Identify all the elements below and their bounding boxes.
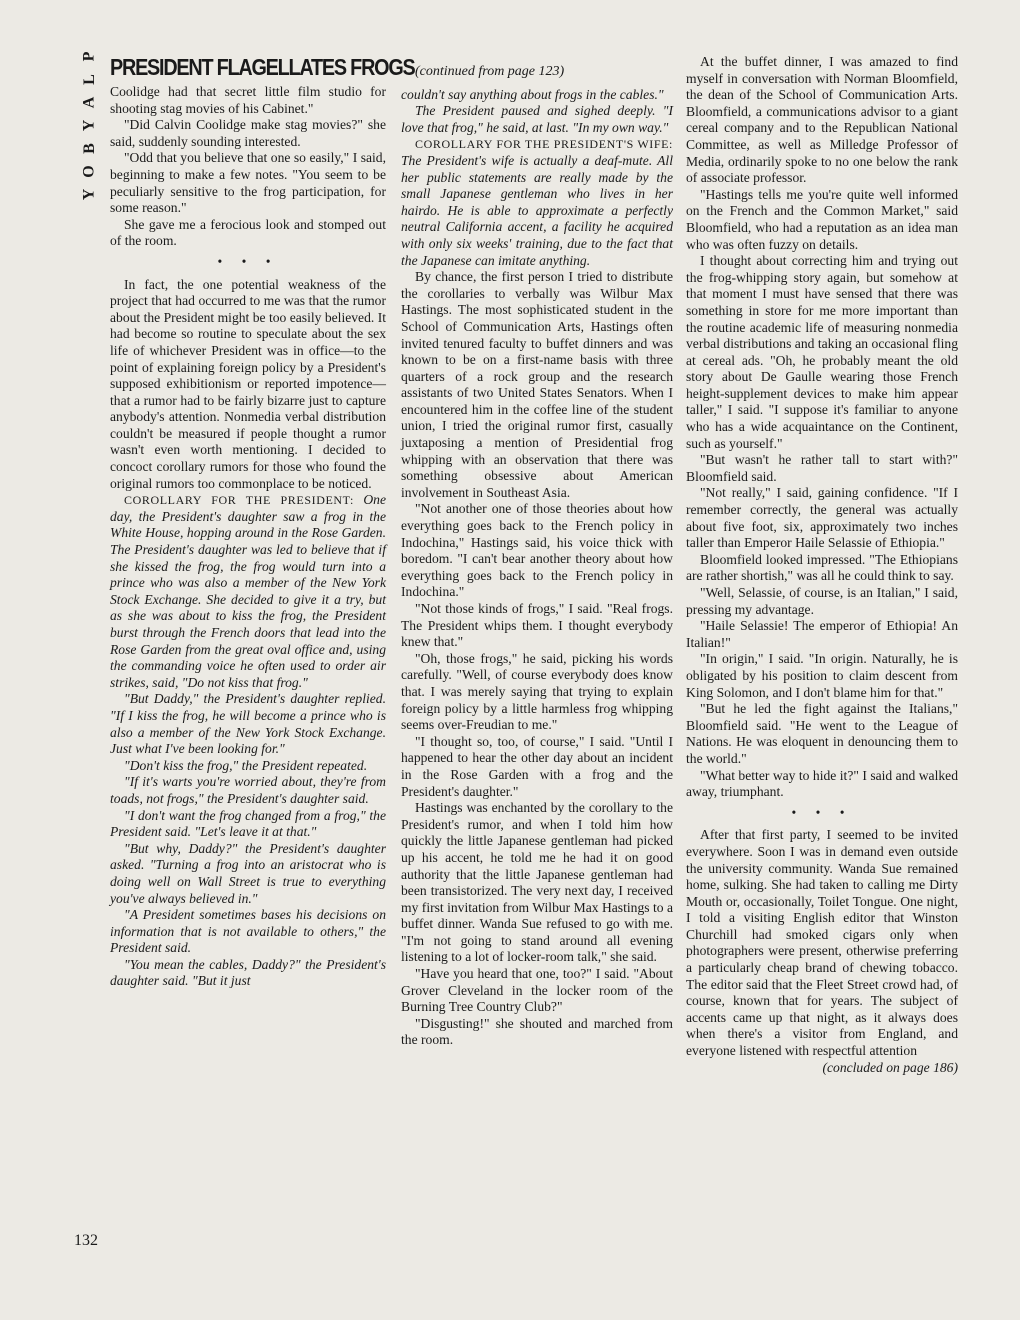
brand-letter: A — [80, 96, 98, 109]
paragraph: "Not those kinds of frogs," I said. "Real frogs. The President whips them. I thought everybody knew that." — [401, 601, 673, 650]
paragraph: "But why, Daddy?" the President's daughter asked. "Turning a frog into an aristocrat who is doing well on Wall Street is true to everything you've always believed in." — [110, 840, 386, 906]
brand-letter: Y — [80, 188, 98, 201]
paragraph: couldn't say anything about frogs in the cables." — [401, 86, 664, 102]
paragraph: Bloomfield looked impressed. "The Ethiopians are rather shortish," was all he could think to say. — [686, 551, 958, 584]
corollary-label: COROLLARY FOR THE PRESIDENT: — [124, 493, 354, 508]
brand-letter: P — [80, 51, 98, 62]
section-separator: • • • — [217, 253, 279, 269]
paragraph: "Odd that you believe that one so easily," I said, beginning to make a few notes. "You seem to be peculiarly sensitive to the frog participation, for some reason." — [110, 150, 386, 216]
corollary-paragraph — [110, 492, 386, 691]
paragraph: "Oh, those frogs," he said, picking his words carefully. "Well, of course everybody does know that. I was merely saying that trying to explain foreign policy by a little harmless frog whipping seems over-Freudian to me." — [401, 650, 673, 733]
column-3 — [686, 54, 958, 1320]
paragraph: "But wasn't he rather tall to start with?" Bloomfield said. — [686, 452, 958, 484]
paragraph: "What better way to hide it?" I said and walked away, triumphant. — [686, 767, 958, 800]
page-number: 132 — [74, 1232, 98, 1249]
column-1 — [110, 54, 415, 1320]
corollary-text: The President's wife is actually a deaf-mute. All her public statements are really made by the small Japanese gentleman who lives in her hairdo. He is able to approximate a perfectly neutral California accent, a facility he acquired with only six weeks' training, due to the fact that the Japanese can imitate anything. — [401, 152, 673, 268]
brand-letter: O — [80, 165, 98, 178]
paragraph: By chance, the first person I tried to distribute the corollaries to verbally was Wilbur Max Hastings. The most sophisticated student in the School of Communication Arts, Hastings often invited tenured faculty to buffet dinners and was known to be on a first-name basis with three quarters of a rock group and the research assistants of two United States Senators. When I encountered him in the coffee line of the student union, I tried the original rumor first, casually juxtaposing a mention of Presidential frog whipping with an observation that there was something obsessive about American involvement in Southeast Asia. — [401, 269, 673, 500]
paragraph: "Don't kiss the frog," the President repeated. — [124, 757, 368, 773]
continued-from-note: (continued from page 123) — [415, 64, 565, 79]
paragraph: "A President sometimes bases his decisions on information that is not available to others," the President said. — [110, 907, 386, 956]
paragraph: "Well, Selassie, of course, is an Italian," I said, pressing my advantage. — [686, 585, 958, 617]
paragraph: "In origin," I said. "In origin. Naturally, he is obligated by his position to claim descent from King Solomon, and I don't blame him for that." — [686, 651, 958, 700]
paragraph: After that first party, I seemed to be invited everywhere. Soon I was in demand even outside the university community. Wanda Sue remained home, sulking. She had taken to calling me Dirty Mouth or, occasionally, Toilet Tongue. One night, I told a visiting English editor that Winston Churchill had smoked cigars only when photographers were present, otherwise preferring a particularly cheap brand of chewing tobacco. The editor said that the Fleet Street crowd had, of course, known that for years. The subject of accents came up that night, as it always does when there's a visitor from England, and everyone listened with respectful attention — [686, 827, 958, 1059]
paragraph: "Have you heard that one, too?" I said. "About Grover Cleveland in the locker room of the Burning Tree Country Club?" — [401, 966, 673, 1015]
corollary-paragraph — [401, 136, 673, 269]
corollary-text: One day, the President's daughter saw a frog in the White House, hopping around in the Rose Garden. The President's daughter was led to believe that if she kissed the frog, the frog would turn into a prince who was also a member of the New York Stock Exchange. She decided to give it a try, but as she was about to kiss the frog, the President burst through the French doors that lead into the Rose Garden from the great oval office and, using the commanding voice he often used to order air strikes, said, "Do not kiss that frog." — [110, 492, 387, 690]
paragraph: I thought about correcting him and trying out the frog-whipping story again, but somehow at that moment I must have sensed that there was something in store for me more important than the routine academic life of measuring nonmedia verbal distributions and taking an occasional fling at cereal ads. "Oh, he probably meant the old story about De Gaulle wearing those French height-supplement devices to make him appear taller," I said. "I suppose it's familiar to anyone who has a wide acquaintance on the Continent, such as yourself." — [686, 253, 958, 451]
paragraph: "I thought so, too, of course," I said. "Until I happened to hear the other day about an incident in the Rose Garden with a frog and the President's daughter." — [401, 733, 673, 799]
paragraph: "Not really," I said, gaining confidence. "If I remember correctly, the general was actually about five foot, six, approximately two inches taller than Emperor Haile Selassie of Ethiopia." — [686, 485, 958, 551]
paragraph: "Haile Selassie! The emperor of Ethiopia! An Italian!" — [686, 618, 958, 650]
section-separator: • • • — [791, 804, 853, 820]
paragraph: In fact, the one potential weakness of the project that had occurred to me was that the rumor about the President might be too easily believed. It had become so routine to speculate about the sex life of whichever President was in office—to the point of explaining foreign policy by a President's supposed exhibitionism or reported impotence—that a rumor had to be fairly bizarre just to capture anybody's attention. Nonmedia verbal distribution couldn't be measured if people thought a rumor wasn't even worth mentioning. I decided to concoct corollary rumors for those who found the original rumors too commonplace to be noticed. — [110, 276, 386, 491]
article-title: PRESIDENT FLAGELLATES FROGS — [110, 54, 415, 80]
paragraph: "Disgusting!" she shouted and marched from the room. — [401, 1015, 673, 1048]
paragraph: "I don't want the frog changed from a frog," the President said. "Let's leave it at that." — [110, 807, 386, 840]
concluded-on-note: (concluded on page 186) — [822, 1059, 958, 1075]
paragraph: "But Daddy," the President's daughter replied. "If I kiss the frog, he will become a prince who is also a member of the New York Stock Exchange. Just what I've been looking for." — [110, 691, 386, 757]
paragraph: "If it's warts you're worried about, they're from toads, not frogs," the President's daughter said. — [110, 774, 386, 806]
magazine-brand — [74, 45, 104, 225]
paragraph: She gave me a ferocious look and stomped out of the room. — [110, 216, 386, 249]
paragraph: "Did Calvin Coolidge make stag movies?" she said, suddenly sounding interested. — [110, 117, 386, 149]
brand-letter: Y — [80, 119, 98, 132]
paragraph: The President paused and sighed deeply. "I love that frog," he said, at last. "In my own way." — [401, 103, 673, 135]
paragraph: At the buffet dinner, I was amazed to find myself in conversation with Norman Bloomfield, the dean of the School of Communication Arts. Bloomfield, a communications advisor to a giant cereal company and to the Republican National Committee, as well as Milledge Professor of Media, ordinarily spoke to no one below the rank of associate professor. — [686, 54, 958, 186]
paragraph: Coolidge had that secret little film studio for shooting stag movies of his Cabinet." — [110, 84, 386, 116]
paragraph: "Not another one of those theories about how everything goes back to the French policy in Indochina," Hastings said, his voice thick with boredom. "I can't bear another theory about how everything goes back to the French policy in Indochina." — [401, 501, 673, 600]
brand-letter: B — [80, 143, 98, 154]
brand-letter: L — [80, 74, 98, 85]
corollary-label: COROLLARY FOR THE PRESIDENT'S WIFE: — [415, 137, 673, 152]
paragraph: "But he led the fight against the Italians," Bloomfield said. "He went to the League of Nations. He was eloquent in denouncing them to the world." — [686, 701, 958, 766]
paragraph: Hastings was enchanted by the corollary to the President's rumor, and when I told him how quickly the little Japanese gentleman had picked up his accent, he told me he had it on good authority that the little Japanese gentleman had been transistorized. The very next day, I received my first invitation from Wilbur Max Hastings to a buffet dinner. Wanda Sue refused to go with me. "I'm not going to stand around all evening listening to a lot of locker-room talk," she said. — [401, 800, 673, 965]
paragraph: "You mean the cables, Daddy?" the President's daughter said. "But it just — [110, 956, 386, 989]
column-2 — [401, 64, 673, 1320]
paragraph: "Hastings tells me you're quite well informed on the French and the Common Market," said Bloomfield, who had a reputation as an idea man who was often fuzzy on details. — [686, 186, 958, 252]
